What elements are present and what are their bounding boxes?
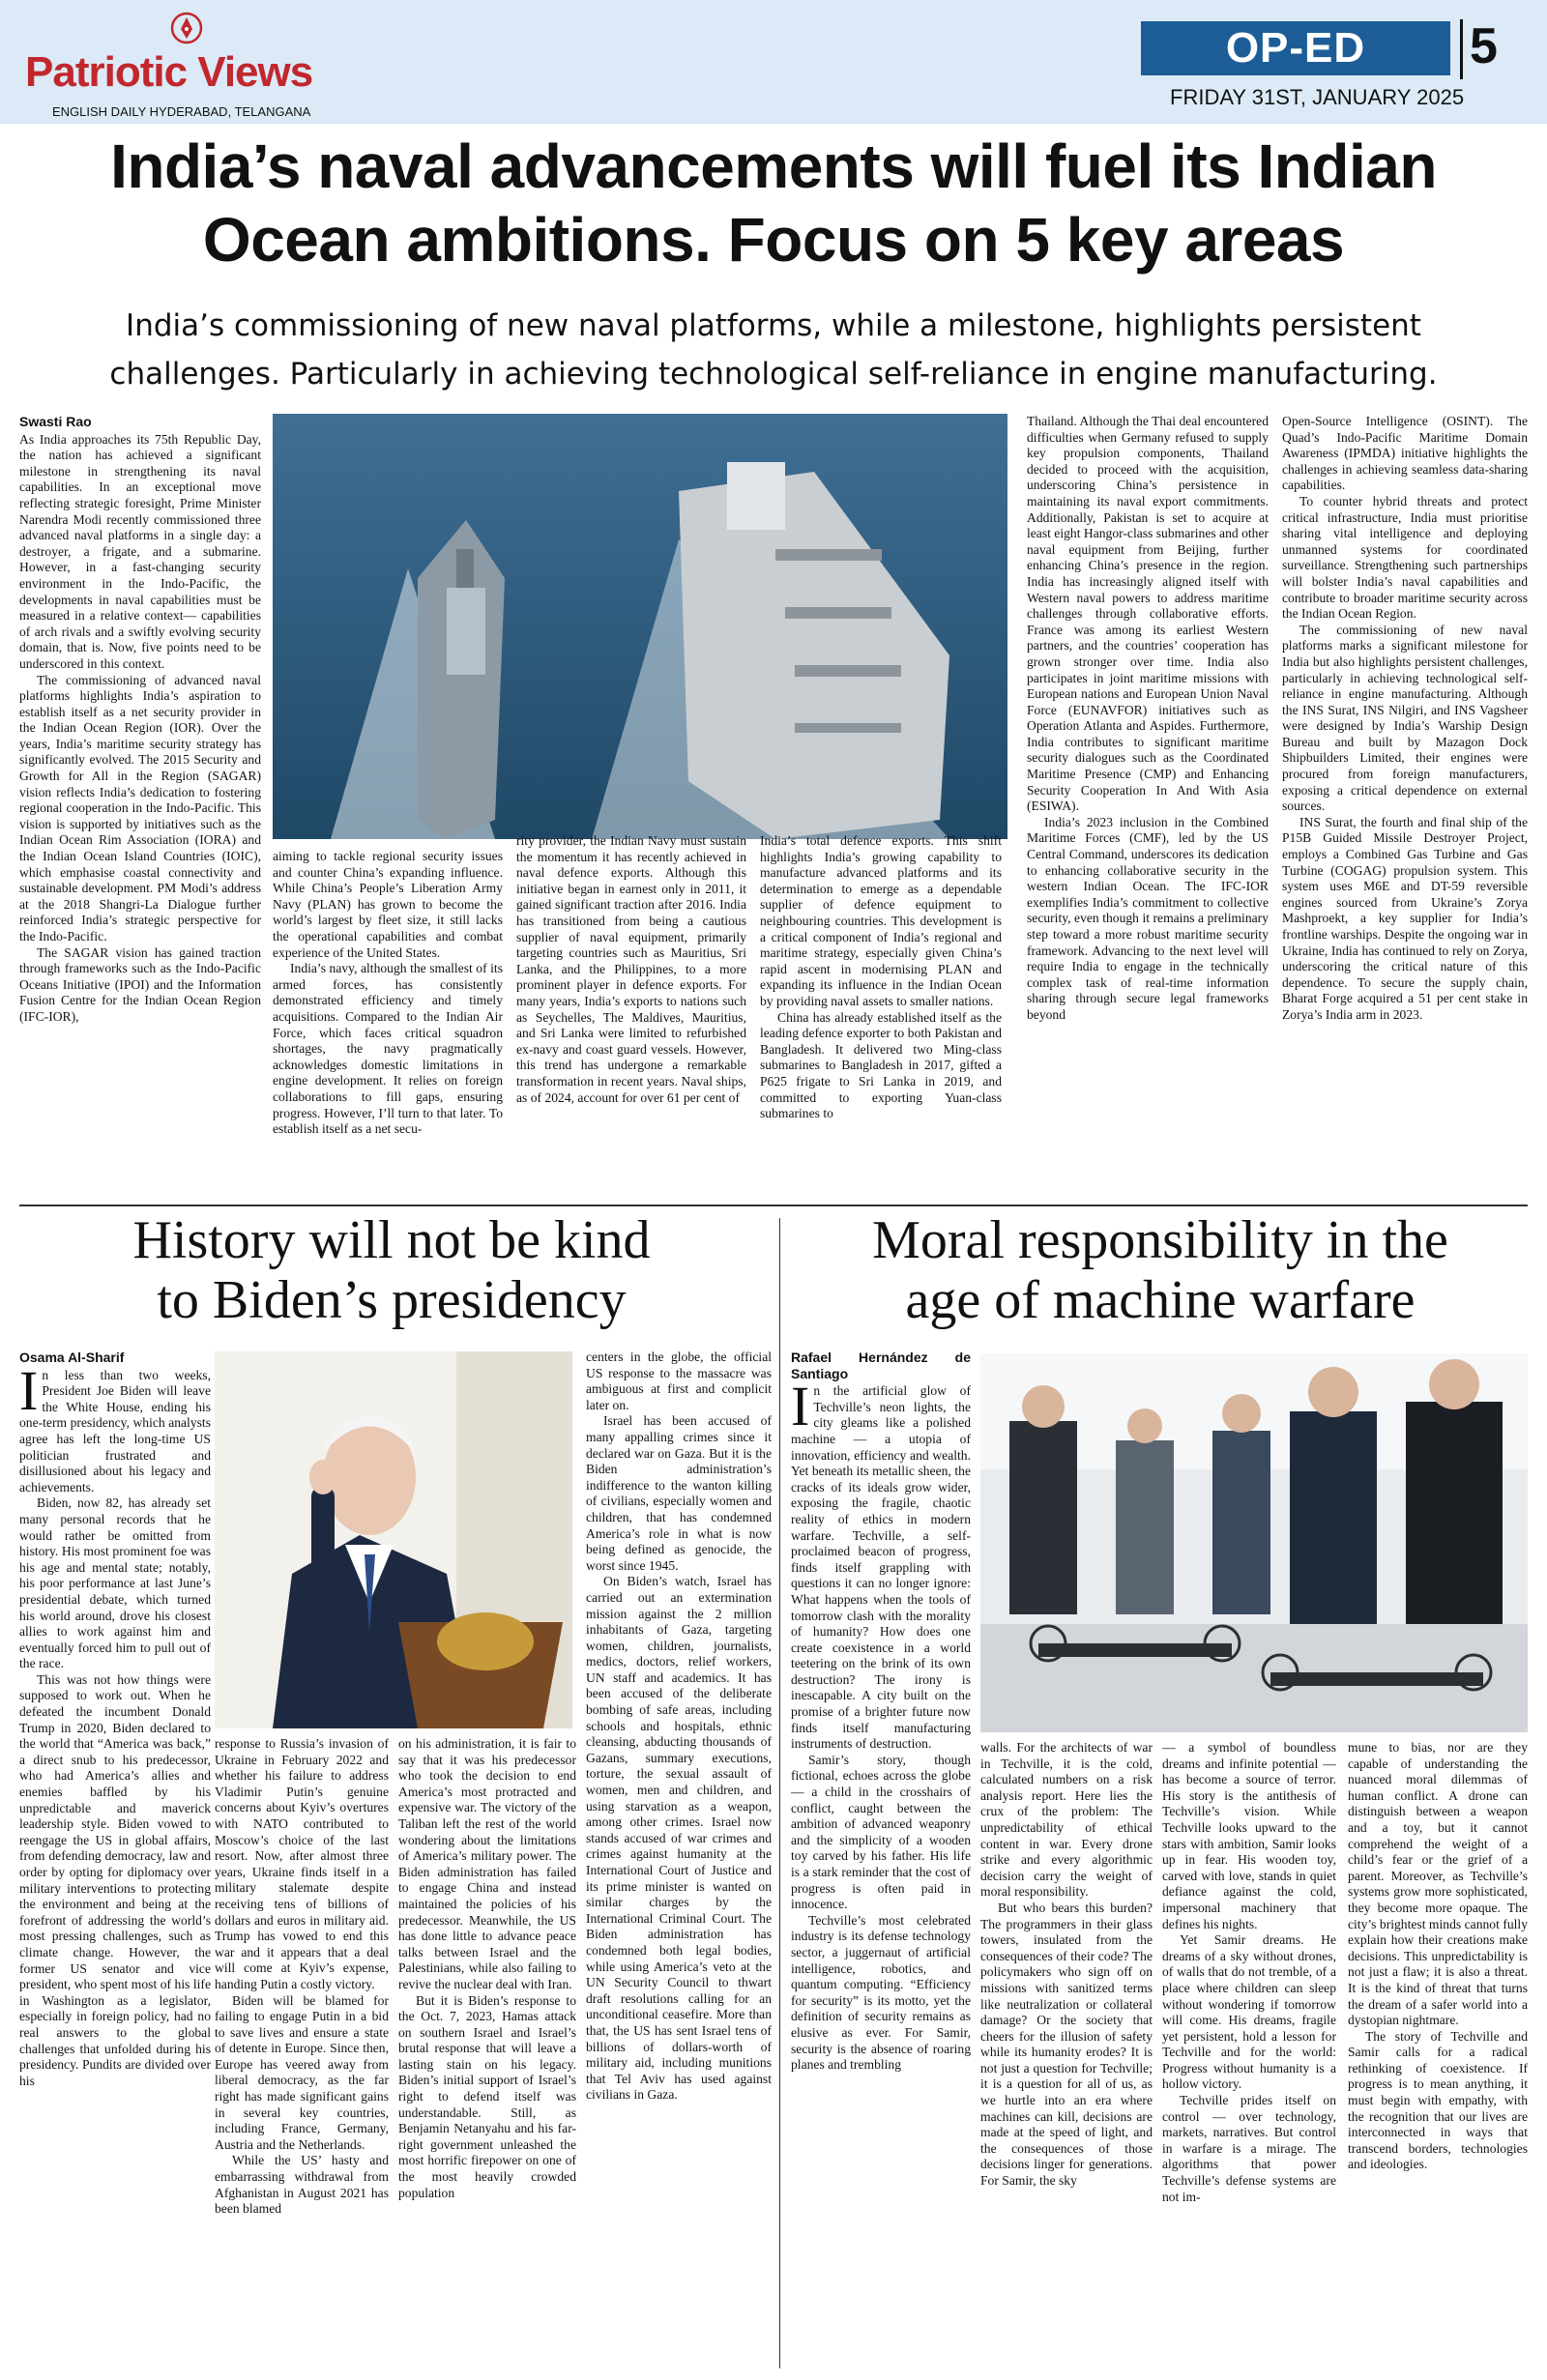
paragraph: aiming to tackle regional security issues and counter China’s expanding influence. While China’s People’s Liberation Army Navy (PLAN) has grown to become the world’s largest by fleet size, it still lacks the operational capabilities and combat experience of the United States. (273, 849, 503, 960)
paragraph: Techville’s most celebrated industry is its defense technology sector, a juggernaut of artificial intelligence, robotics, and quantum computing. “Efficiency for security” is its motto, yet the definition of security remains as elusive as ever. For Samir, security is the absence of roaring planes and trembling (791, 1912, 971, 2073)
warships-photo (273, 414, 1007, 839)
paragraph: Yet Samir dreams. He dreams of a sky without drones, of walls that do not tremble, of a place where children can sleep without wondering if tomorrow will come. His dreams, fragile yet persistent, hold a lesson for Techville and for the world: Progress without humanity is a hollow victory. (1162, 1932, 1336, 2092)
paragraph: INS Surat, the fourth and final ship of the P15B Guided Missile Destroyer Project, employs a Combined Gas Turbine and Gas Turbine (COGAG) propulsion system. This system uses M6E and DT-59 reversible engines sourced from Ukraine’s Zorya Mashproekt, a key supplier for India’s frontline warships. Despite the ongoing war in Ukraine, India has continued to rely on Zorya, underscoring the critical nature of this dependence. To secure the supply chain, Bharat Forge acquired a 51 per cent stake in Zorya’s India arm in 2023. (1282, 814, 1528, 1022)
lead-standfirst-line2: challenges. Particularly in achieving technological self-reliance in engine manufacturing. (109, 357, 1438, 392)
moral-column-4 (1348, 1740, 1528, 2370)
page-number: 5 (1470, 18, 1498, 74)
biden-headline-line1: History will not be kind (132, 1210, 651, 1270)
page-number-divider (1460, 19, 1463, 79)
moral-column-1 (791, 1350, 971, 2370)
paragraph: Techville prides itself on control — over technology, markets, narratives. But control in warfare is a mirage. The algorithms that power Techville’s defense systems are not im- (1162, 2093, 1336, 2204)
drones-image (980, 1353, 1528, 1732)
paragraph: In less than two weeks, President Joe Biden will leave the White House, ending his one-term presidency, which analysts agree has left the long-time US politician frustrated and disillusioned about his legacy and achievements. (19, 1358, 211, 1495)
paragraph: response to Russia’s invasion of Ukraine in February 2022 and whether his failure to address Vladimir Putin’s genuine concerns about Kyiv’s overtures with NATO contributed to Moscow’s choice of the last resort. Now, after almost three years, Ukraine finds itself in a military stalemate despite receiving tens of billions of dollars and euros in military aid. Trump has vowed to end this war and it appears that a deal will come at Kyiv’s expense, handing Putin a costly victory. (215, 1736, 389, 1991)
paragraph: The story of Techville and Samir calls for a radical rethinking of coexistence. If progress is to mean anything, it must begin with empathy, with the recognition that our lives are interconnected in ways that transcend borders, technologies and ideologies. (1348, 2028, 1528, 2172)
lead-column-4 (760, 833, 1002, 1197)
paragraph: While the US’ hasty and embarrassing withdrawal from Afghanistan in August 2021 has been blamed (215, 2153, 389, 2217)
paragraph: mune to bias, nor are they capable of understanding the nuanced moral dilemmas of human conflict. A drone can distinguish between a weapon and a toy, but it cannot comprehend the weight of a child’s fear or the grief of a parent. Moreover, as Techville’s systems grow more sophisticated, they become more opaque. The city’s brightest minds cannot fully explain how their creations make decisions. This unpredictability is not just a flaw; it is also a threat. It is the kind of threat that turns the dream of a safer world into a dystopian nightmare. (1348, 1740, 1528, 2028)
lead-headline-line2: Ocean ambitions. Focus on 5 key areas (202, 205, 1345, 275)
lead-standfirst-line1: India’s commissioning of new naval platforms, while a milestone, highlights persistent (126, 308, 1421, 343)
paragraph: India’s 2023 inclusion in the Combined Maritime Forces (CMF), led by the US Central Command, underscores its dedication to enhancing collaborative security in the western Indian Ocean. The IFC-IOR exemplifies India’s commitment to collective security, even though it remains a preliminary step toward a more robust maritime security framework. Advancing to the next level will require India to engage in the technically complex task of real-time information sharing through secure legal frameworks beyond (1027, 814, 1269, 1022)
biden-column-1 (19, 1350, 211, 2370)
paragraph: Israel has been accused of many appalling crimes since it declared war on Gaza. But it is the Biden administration’s indifference to the wanton killing of civilians, especially women and children, that has condemned America’s role in what is now being defined as genocide, the worst since 1945. (586, 1413, 772, 1573)
lead-column-6 (1282, 414, 1528, 1197)
column-divider (779, 1218, 780, 2368)
lead-byline: Swasti Rao (19, 414, 92, 429)
paragraph: On Biden’s watch, Israel has carried out an extermination mission against the 2 million inhabitants of Gaza, targeting women, children, journalists, medics, doctors, relief workers, UN staff and academics. It has been accused of the deliberate bombing of safe areas, including schools and hospitals, ethnic cleansing, abducting thousands of Gazans, summary executions, torture, the sexual assault of women, men and children, and using starvation as a weapon, among other crimes. Israel now stands accused of war crimes and crimes against humanity at the International Court of Justice and its prime minister is wanted on similar charges by the International Criminal Court. The Biden administration has condemned both legal bodies, while using America’s veto at the UN Security Council to thwart draft resolutions calling for an unconditional ceasefire. More than that, the US has sent Israel tens of billions of dollars-worth of military aid, including munitions that Tel Aviv has used against civilians in Gaza. (586, 1574, 772, 2103)
brand-name: Patriotic Views (25, 48, 313, 96)
paragraph: Open-Source Intelligence (OSINT). The Quad’s Indo-Pacific Maritime Domain Awareness (IPMDA) initiative highlights the challenges in achieving seamless data-sharing capabilities. (1282, 414, 1528, 493)
paragraph: — a symbol of boundless dreams and infinite potential — has become a source of terror. His story is the antithesis of Techville’s vision. While Techville looks upward to the stars with ambition, Samir looks up in fear. His wooden toy, carved with love, stands in quiet defiance against the cold, impersonal machinery that defines his nights. (1162, 1740, 1336, 1931)
paragraph: As India approaches its 75th Republic Day, the nation has achieved a significant milestone in strengthening its naval capabilities. In an exceptional move reflecting strategic foresight, Prime Minister Narendra Modi recently commissioned three advanced naval platforms in a single day: a destroyer, a frigate, and a submarine. However, in a fast-changing security environment in the Indo-Pacific, the developments in naval capabilities must be measured in a relative context— capabilities of arch rivals and a swiftly evolving security domain, that is. Now, five points need to be underscored in this context. (19, 431, 261, 671)
paragraph: In the artificial glow of Techville’s neon lights, the city gleams like a polished machine — a utopia of innovation, efficiency and wealth. Yet beneath its metallic sheen, the cracks of its ideals grow wider, exposing the fragile, chaotic reality of ethics in modern warfare. Techville, a self-proclaimed beacon of progress, finds itself grappling with questions it can no longer ignore: What happens when the tools of tomorrow clash with the morality of humanity? How does one create coexistence in a world teetering on the brink of its own destruction? The irony is inescapable. A city built on the promise of a brighter future now finds itself manufacturing instruments of destruction. (791, 1375, 971, 1752)
paragraph: The commissioning of new naval platforms marks a significant milestone for India but also highlights persistent challenges, particularly in achieving technological self-reliance in engine manufacturing. Although the INS Surat, INS Nilgiri, and INS Vagsheer were designed by India’s Warship Design Bureau and built by Mazagon Dock Shipbuilders Limited, their engines were procured from foreign manufacturers, exposing a critical dependence on external sources. (1282, 622, 1528, 814)
drone-exhibition-photo (980, 1353, 1528, 1732)
paragraph: Biden, now 82, has already set many personal records that he would rather be omitted from history. His most prominent foe was his age and mental state; notably, his poor performance at last June’s presidential debate, which turned his world around, drove his closest allies to work against him and eventually forced him to pull out of the race. (19, 1495, 211, 1671)
moral-headline (783, 1210, 1537, 1330)
lead-column-2 (273, 849, 503, 1197)
lead-column-1 (19, 414, 261, 1197)
biden-headline-line2: to Biden’s presidency (157, 1270, 627, 1330)
biden-column-4 (586, 1350, 772, 2370)
warships-image (273, 414, 1007, 839)
paragraph: But it is Biden’s response to the Oct. 7, 2023, Hamas attack on southern Israel and Israel’s brutal response that will leave a lasting stain on his legacy. Biden’s initial support of Israel’s right to defend itself was understandable. Still, as Benjamin Netanyahu and his far-right government unleashed the most horrific firepower on one of the most heavily crowded population (398, 1992, 576, 2200)
lead-headline (0, 130, 1547, 276)
section-divider (19, 1205, 1528, 1206)
paragraph: The SAGAR vision has gained traction through frameworks such as the Indo-Pacific Oceans Initiative (IPOI) and the Information Fusion Centre for the Indian Ocean Region (IFC-IOR), (19, 944, 261, 1024)
paragraph: on his administration, it is fair to say that it was his predecessor who took the decision to end America’s most protracted and expensive war. The victory of the Taliban left the rest of the world wondering about the limitations of America’s military power. The Biden administration has failed to engage China and instead maintained the policies of his predecessor. Meanwhile, the US has done little to advance peace talks between Israel and the Palestinians, while also failing to revive the nuclear deal with Iran. (398, 1736, 576, 1991)
lead-standfirst (19, 302, 1528, 398)
lead-column-3 (516, 833, 746, 1197)
biden-podium-photo (215, 1351, 572, 1728)
lead-column-5 (1027, 414, 1269, 1197)
masthead (0, 0, 1547, 124)
pen-nib-emblem-icon (170, 12, 203, 44)
moral-column-2 (980, 1740, 1153, 2370)
paragraph: Biden will be blamed for failing to engage Putin in a bid to save lives and ensure a state of detente in Europe. Since then, Europe has veered away from liberal democracy, as the far right has made significant gains in several key countries, including France, Germany, Austria and the Netherlands. (215, 1992, 389, 2152)
moral-column-3 (1162, 1740, 1336, 2370)
biden-column-3 (398, 1736, 576, 2370)
biden-image (215, 1351, 572, 1728)
brand-tagline: ENGLISH DAILY HYDERABAD, TELANGANA (52, 104, 311, 119)
brand-logo (25, 12, 354, 119)
paragraph: China has already established itself as the leading defence exporter to both Pakistan and Bangladesh. It delivered two Ming-class submarines to Bangladesh in 2017, gifted a P625 frigate to Sri Lanka in 2019, and committed to exporting Yuan-class submarines to (760, 1009, 1002, 1121)
moral-headline-line2: age of machine warfare (905, 1270, 1416, 1330)
issue-date: FRIDAY 31ST, JANUARY 2025 (1170, 85, 1465, 109)
biden-byline: Osama Al-Sharif (19, 1350, 125, 1365)
paragraph: Samir’s story, though fictional, echoes across the globe — a child in the crosshairs of conflict, caught between the ambition of advanced weaponry and the simplicity of a wooden toy carved by his father. His life is a stark reminder that the cost of progress is often paid in innocence. (791, 1752, 971, 1912)
biden-column-2 (215, 1736, 389, 2370)
lead-headline-line1: India’s naval advancements will fuel its Indian (110, 131, 1437, 201)
paragraph: India’s total defence exports. This shift highlights India’s growing capability to manufacture advanced platforms and its determination to emerge as a dependable supplier of defence equipment to neighbouring countries. This development is a critical component of India’s regional and maritime strategy, especially given China’s rapid ascent in modernising PLAN and expanding its influence in the Indian Ocean by providing naval assets to smaller nations. (760, 833, 1002, 1008)
paragraph: rity provider, the Indian Navy must sustain the momentum it has recently achieved in naval defence exports. Although this initiative began in earnest only in 2011, it gained significant traction after 2016. India has transitioned from being a cautious supplier of naval equipment, primarily targeting countries such as Mauritius, Sri Lanka, and the Philippines, to a more prominent player in defence exports. For many years, India’s exports to nations such as Seychelles, The Maldives, Mauritius, and Sri Lanka were limited to refurbished ex-navy and coast guard vessels. However, this trend has undergone a remarkable transformation in recent years. Naval ships, as of 2024, account for over 61 per cent of (516, 833, 746, 1105)
paragraph: This was not how things were supposed to work out. When he defeated the incumbent Donald Trump in 2020, Biden declared to the world that “America was back,” a direct snub to his predecessor, who had America’s allies and enemies baffled by his unpredictable and maverick leadership style. Biden vowed to reengage the US in global affairs, from defending democracy, law and order by opting for diplomacy over military interventions to protecting the environment and being at the forefront of addressing the world’s most pressing challenges, such as climate change. However, the former US senator and vice president, who spent most of his life in Washington as a legislator, especially in foreign policy, had no real answers to the global challenges that unfolded during his presidency. Pundits are divided over his (19, 1671, 211, 2088)
paragraph: The commissioning of advanced naval platforms highlights India’s aspiration to establish itself as a net security provider in the Indian Ocean Region (IOR). Over the years, India’s maritime security strategy has significantly evolved. The 2015 Security and Growth for All in the Region (SAGAR) vision reflects India’s dedication to fostering regional cooperation in the Indo-Pacific. This vision is supported by initiatives such as the Indian Ocean Rim Association (IORA) and the Indian Ocean Island Countries (IOIC), which emphasise coastal connectivity and sustainable development. PM Modi’s address at the 2018 Shangri-La Dialogue further reinforced India’s strategic perspective for the Indo-Pacific. (19, 672, 261, 943)
biden-headline (10, 1210, 774, 1330)
paragraph: walls. For the architects of war in Techville, it is the cold, calculated numbers on a risk analysis report. Here lies the crux of the problem: The unpredictability of ethical content in war. Every drone strike and every algorithmic decision carry the weight of moral responsibility. (980, 1740, 1153, 1900)
paragraph: Thailand. Although the Thai deal encountered difficulties when Germany refused to supply key propulsion components, Thailand decided to proceed with the acquisition, underscoring China’s persistence in maintaining its naval export commitments. Additionally, Pakistan is set to acquire at least eight Hangor-class submarines and other naval equipment from Beijing, further enhancing China’s presence in the region. India has increasingly aligned itself with Western naval powers to address maritime challenges through collaborative efforts. France was among its earliest Western partners, and the countries’ cooperation has grown stronger over time. India also participates in joint maritime missions with European nations and European Union Naval Force (EUNAVFOR) initiatives such as Operation Atlanta and Aspides. Furthermore, India contributes to significant maritime security dialogues such as the Coordinated Maritime Presence (CMP) and Enhancing Security Cooperation In And With Asia (ESIWA). (1027, 414, 1269, 814)
section-badge: OP-ED (1141, 21, 1450, 75)
paragraph: India’s navy, although the smallest of its armed forces, has consistently demonstrated efficiency and timely acquisitions. Compared to the Indian Air Force, which faces critical squadron shortages, the navy pragmatically acknowledges domestic limitations in engine development. It relies on foreign collaborations to fill gaps, ensuring progress. However, I’ll turn to that later. To establish itself as a net secu- (273, 961, 503, 1137)
paragraph: centers in the globe, the official US response to the massacre was ambiguous at first and complicit later on. (586, 1350, 772, 1412)
moral-byline: Rafael Hernández de Santiago (791, 1350, 971, 1381)
paragraph: But who bears this burden? The programmers in their glass towers, insulated from the consequences of their code? The policymakers who sign off on missions with sanitized terms like neutralization or collateral damage? Or the society that cheers for the illusion of safety while its humanity erodes? It is not just a question for Techville; it is a question for all of us, as we hurtle into an era where machines can kill, decisions are made at the speed of light, and the consequences of those decisions linger for generations. For Samir, the sky (980, 1900, 1153, 2189)
moral-headline-line1: Moral responsibility in the (872, 1210, 1448, 1270)
paragraph: To counter hybrid threats and protect critical infrastructure, India must prioritise sharing vital intelligence and deploying unmanned systems for coordinated surveillance. Strengthening such partnerships will bolster India’s naval capabilities and contribute to broader maritime security across the Indian Ocean Region. (1282, 493, 1528, 622)
